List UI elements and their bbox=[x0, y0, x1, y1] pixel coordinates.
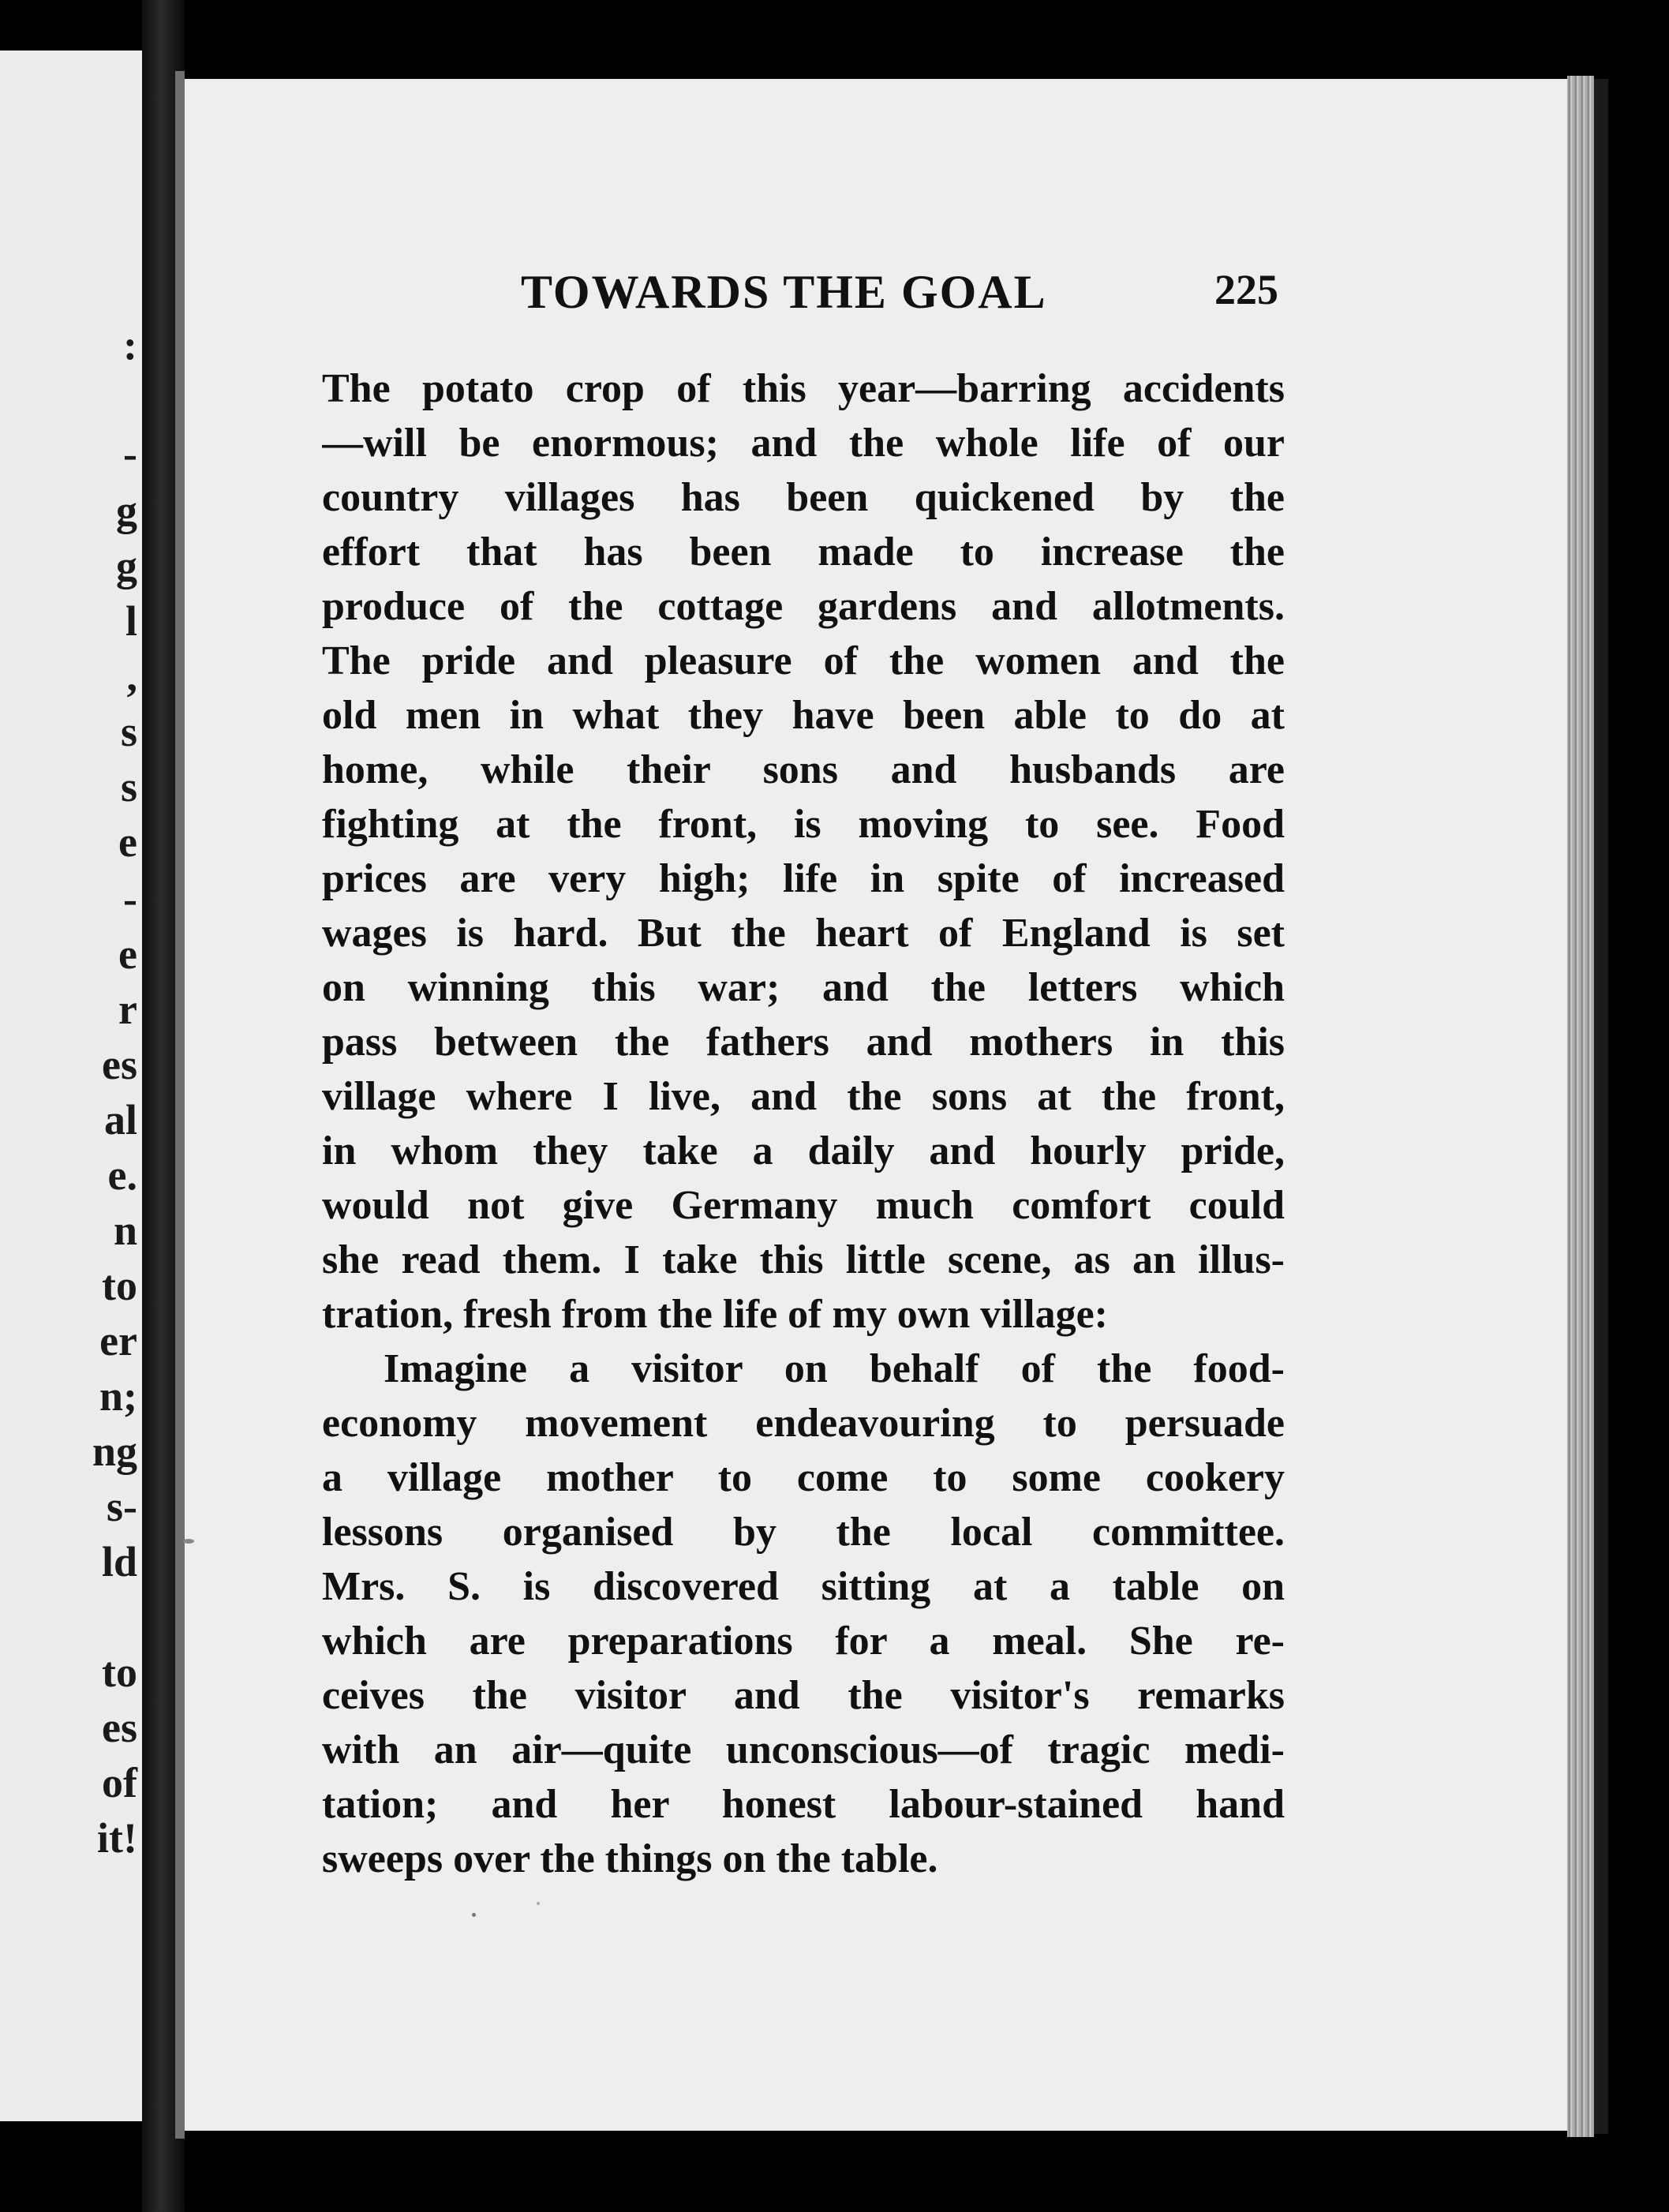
gutter-highlight bbox=[175, 71, 185, 2139]
left-page-fragment: er bbox=[99, 1317, 137, 1364]
left-page-fragment: e bbox=[118, 818, 137, 866]
left-facing-page bbox=[0, 51, 142, 2121]
left-page-fragment: to bbox=[102, 1262, 137, 1309]
left-page-fragment: es bbox=[102, 1704, 137, 1751]
left-page-fragment: ng bbox=[92, 1428, 137, 1475]
text-line: The pride and pleasure of the women and the bbox=[322, 638, 1285, 683]
text-line: ceives the visitor and the visitor's remarks bbox=[322, 1673, 1285, 1718]
text-line: tration, fresh from the life of my own village: bbox=[322, 1292, 1108, 1337]
text-line: with an air—quite unconscious—of tragic medi- bbox=[322, 1727, 1285, 1772]
left-page-fragment: n; bbox=[99, 1372, 137, 1420]
running-head bbox=[521, 265, 1278, 320]
left-page-fragment: n bbox=[113, 1207, 137, 1254]
page-edge-shadow bbox=[1594, 79, 1608, 2134]
left-page-fragment: e bbox=[118, 930, 137, 978]
left-page-fragment: r bbox=[118, 986, 137, 1033]
text-line: fighting at the front, is moving to see. Food bbox=[322, 802, 1285, 847]
text-line: country villages has been quickened by the bbox=[322, 475, 1285, 520]
text-line: old men in what they have been able to do at bbox=[322, 693, 1285, 738]
left-page-fragment: : bbox=[123, 321, 137, 369]
text-line: The potato crop of this year—barring accidents bbox=[322, 366, 1285, 411]
text-line: —will be enormous; and the whole life of our bbox=[322, 421, 1285, 466]
text-line: Imagine a visitor on behalf of the food- bbox=[384, 1346, 1285, 1391]
left-page-fragment: g bbox=[116, 542, 137, 589]
text-line: pass between the fathers and mothers in this bbox=[322, 1020, 1285, 1065]
text-line: in whom they take a daily and hourly pride, bbox=[322, 1128, 1285, 1173]
left-page-fragment: es bbox=[102, 1041, 137, 1088]
left-page-fragment: s- bbox=[107, 1483, 137, 1530]
text-line: which are preparations for a meal. She re- bbox=[322, 1619, 1285, 1664]
scan-speck bbox=[537, 1902, 540, 1905]
text-line: Mrs. S. is discovered sitting at a table on bbox=[322, 1564, 1285, 1609]
text-line: produce of the cottage gardens and allotments. bbox=[322, 584, 1285, 629]
text-line: effort that has been made to increase the bbox=[322, 530, 1285, 575]
left-page-fragment: of bbox=[102, 1759, 137, 1806]
left-page-fragment: - bbox=[123, 430, 137, 477]
text-line: would not give Germany much comfort could bbox=[322, 1183, 1285, 1228]
text-line: tation; and her honest labour-stained hand bbox=[322, 1782, 1285, 1827]
text-line: economy movement endeavouring to persuade bbox=[322, 1401, 1285, 1446]
page-number: 225 bbox=[1214, 266, 1278, 313]
text-line: home, while their sons and husbands are bbox=[322, 747, 1285, 792]
scan-speck bbox=[472, 1913, 476, 1917]
left-page-fragment: l bbox=[125, 597, 137, 645]
left-page-fragment: it! bbox=[97, 1814, 137, 1862]
text-line: lessons organised by the local committee. bbox=[322, 1510, 1285, 1555]
text-line: sweeps over the things on the table. bbox=[322, 1836, 938, 1881]
left-page-fragment: g bbox=[116, 487, 137, 534]
page-edges bbox=[1567, 76, 1594, 2137]
left-page-fragment: ld bbox=[101, 1538, 137, 1585]
left-page-fragment: to bbox=[102, 1649, 137, 1696]
text-line: wages is hard. But the heart of England is set bbox=[322, 911, 1285, 956]
running-head-title: TOWARDS THE GOAL bbox=[521, 266, 1047, 318]
left-page-fragment: - bbox=[123, 875, 137, 923]
scan-speck bbox=[183, 1539, 194, 1544]
text-line: village where I live, and the sons at the front, bbox=[322, 1074, 1285, 1119]
left-page-fragment: s bbox=[120, 708, 137, 755]
left-page-fragment: al bbox=[103, 1096, 137, 1143]
text-line: prices are very high; life in spite of increased bbox=[322, 856, 1285, 901]
left-page-fragment: s bbox=[120, 763, 137, 810]
text-line: she read them. I take this little scene, as an illus- bbox=[322, 1237, 1285, 1282]
left-page-fragment: , bbox=[126, 653, 137, 700]
text-line: a village mother to come to some cookery bbox=[322, 1455, 1285, 1500]
text-line: on winning this war; and the letters which bbox=[322, 965, 1285, 1010]
body-text bbox=[322, 361, 1285, 1886]
left-page-fragment: e. bbox=[107, 1151, 137, 1199]
